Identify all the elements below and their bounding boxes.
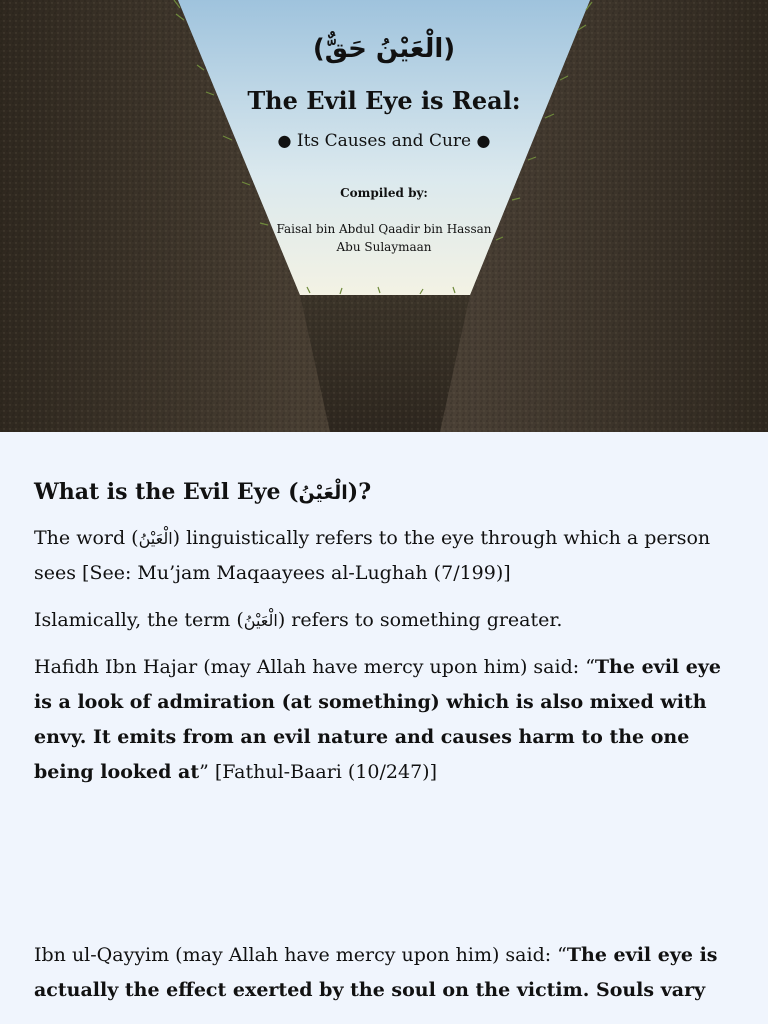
cover-title: The Evil Eye is Real: — [247, 86, 521, 115]
bullet-icon: ● — [277, 131, 292, 150]
bullet-icon: ● — [476, 131, 491, 150]
section-heading — [34, 476, 734, 509]
p1-arabic-term: الْعَيْنُ — [138, 529, 173, 548]
p2-start: Islamically, the term ( — [34, 609, 244, 631]
cover-arabic-title: (الْعَيْنُ حَقٌّ) — [312, 34, 456, 64]
p3-start: Hafidh Ibn Hajar (may Allah have mercy upon him) said: “ — [34, 656, 595, 678]
article-body — [0, 432, 768, 1024]
p2-end: ) refers to something greater. — [277, 609, 563, 631]
author-name — [0, 220, 768, 256]
compiled-by-label: Compiled by: — [340, 186, 428, 200]
paragraph-islamic — [34, 603, 734, 638]
p3-quote: The evil eye is a look of admiration (at something) which is also mixed with envy. It emits from an evil nature and causes harm to the one being looked at — [34, 656, 721, 783]
cover-image — [0, 0, 768, 432]
p1-start: The word ( — [34, 527, 139, 549]
cover-background — [0, 0, 768, 432]
heading-text: What is the Evil Eye ( — [34, 479, 299, 505]
paragraph-linguistic — [34, 521, 734, 591]
heading-arabic-term: الْعَيْنُ — [298, 482, 348, 504]
paragraph-ibn-qayyim-quote — [34, 938, 734, 1008]
heading-end: )? — [347, 479, 372, 505]
p2-arabic-term: الْعَيْنُ — [243, 611, 278, 630]
subtitle-text: Its Causes and Cure — [296, 131, 472, 151]
paragraph-ibn-hajar-quote — [34, 650, 734, 790]
p1-end: ) linguistically refers to the eye through which a person sees [See: Mu’jam Maqaayees al-Lughah (7/199)] — [34, 527, 711, 584]
p3-end: ” [Fathul-Baari (10/247)] — [199, 761, 437, 783]
author-line-2: Abu Sulaymaan — [336, 240, 432, 254]
author-line-1: Faisal bin Abdul Qaadir bin Hassan — [276, 222, 492, 236]
p4-start: Ibn ul-Qayyim (may Allah have mercy upon him) said: “ — [34, 944, 567, 966]
cover-subtitle — [0, 131, 768, 151]
p4-quote: The evil eye is actually the effect exerted by the soul on the victim. Souls vary — [34, 944, 718, 1001]
